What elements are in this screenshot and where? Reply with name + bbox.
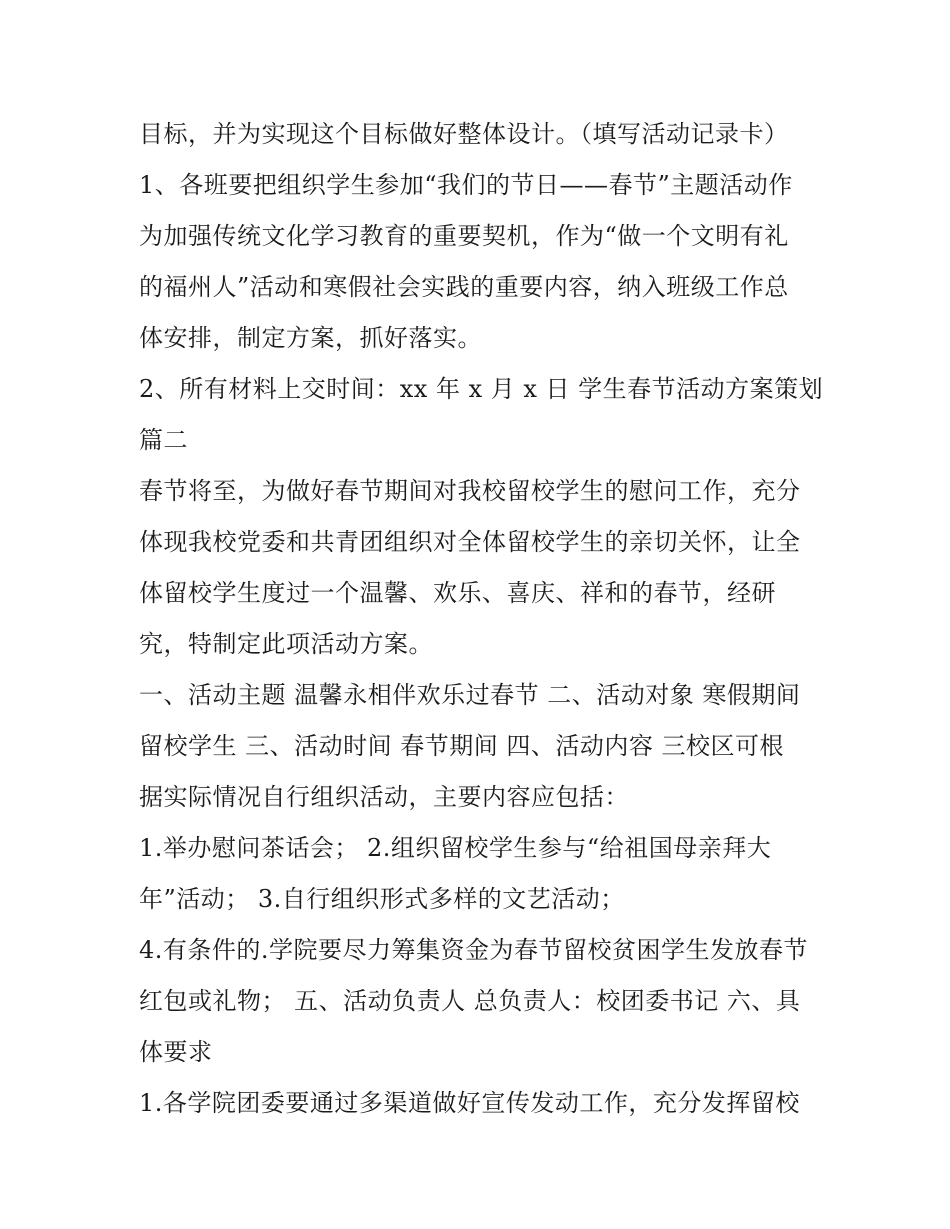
text-line: 留校学生 三、活动时间 春节期间 四、活动内容 三校区可根 [139,732,785,760]
text-line: 据实际情况自行组织活动，主要内容应包括： [139,783,629,811]
text-line: 一、活动主题 温馨永相伴欢乐过春节 二、活动对象 寒假期间 [139,681,801,709]
text-line: 的福州人”活动和寒假社会实践的重要内容，纳入班级工作总 [139,273,789,301]
text-line: 体要求 [139,1038,213,1066]
text-line: 体留校学生度过一个温馨、欢乐、喜庆、祥和的春节，经研 [139,579,776,607]
text-line: 究，特制定此项活动方案。 [139,630,433,658]
text-line: 体现我校党委和共青团组织对全体留校学生的亲切关怀，让全 [139,528,801,556]
text-line: 为加强传统文化学习教育的重要契机，作为“做一个文明有礼 [139,222,789,250]
document-body [139,109,824,1129]
text-line: 年”活动； 3.自行组织形式多样的文艺活动； [139,885,625,913]
text-line: 篇二 [139,426,188,454]
text-line: 2、所有材料上交时间：xx 年 x 月 x 日 学生春节活动方案策划 [139,375,824,403]
text-line: 4.有条件的.学院要尽力筹集资金为春节留校贫困学生发放春节 [139,936,809,964]
text-line: 体安排，制定方案，抓好落实。 [139,324,482,352]
text-line: 1.举办慰问茶话会； 2.组织留校学生参与“给祖国母亲拜大 [139,834,772,862]
text-line: 目标，并为实现这个目标做好整体设计。（填写活动记录卡） [139,120,789,148]
text-line: 红包或礼物； 五、活动负责人 总负责人：校团委书记 六、具 [139,987,801,1015]
text-line: 1、各班要把组织学生参加“我们的节日——春节”主题活动作 [139,171,793,199]
text-line: 1.各学院团委要通过多渠道做好宣传发动工作，充分发挥留校 [139,1089,800,1117]
text-line: 春节将至，为做好春节期间对我校留校学生的慰问工作，充分 [139,477,801,505]
